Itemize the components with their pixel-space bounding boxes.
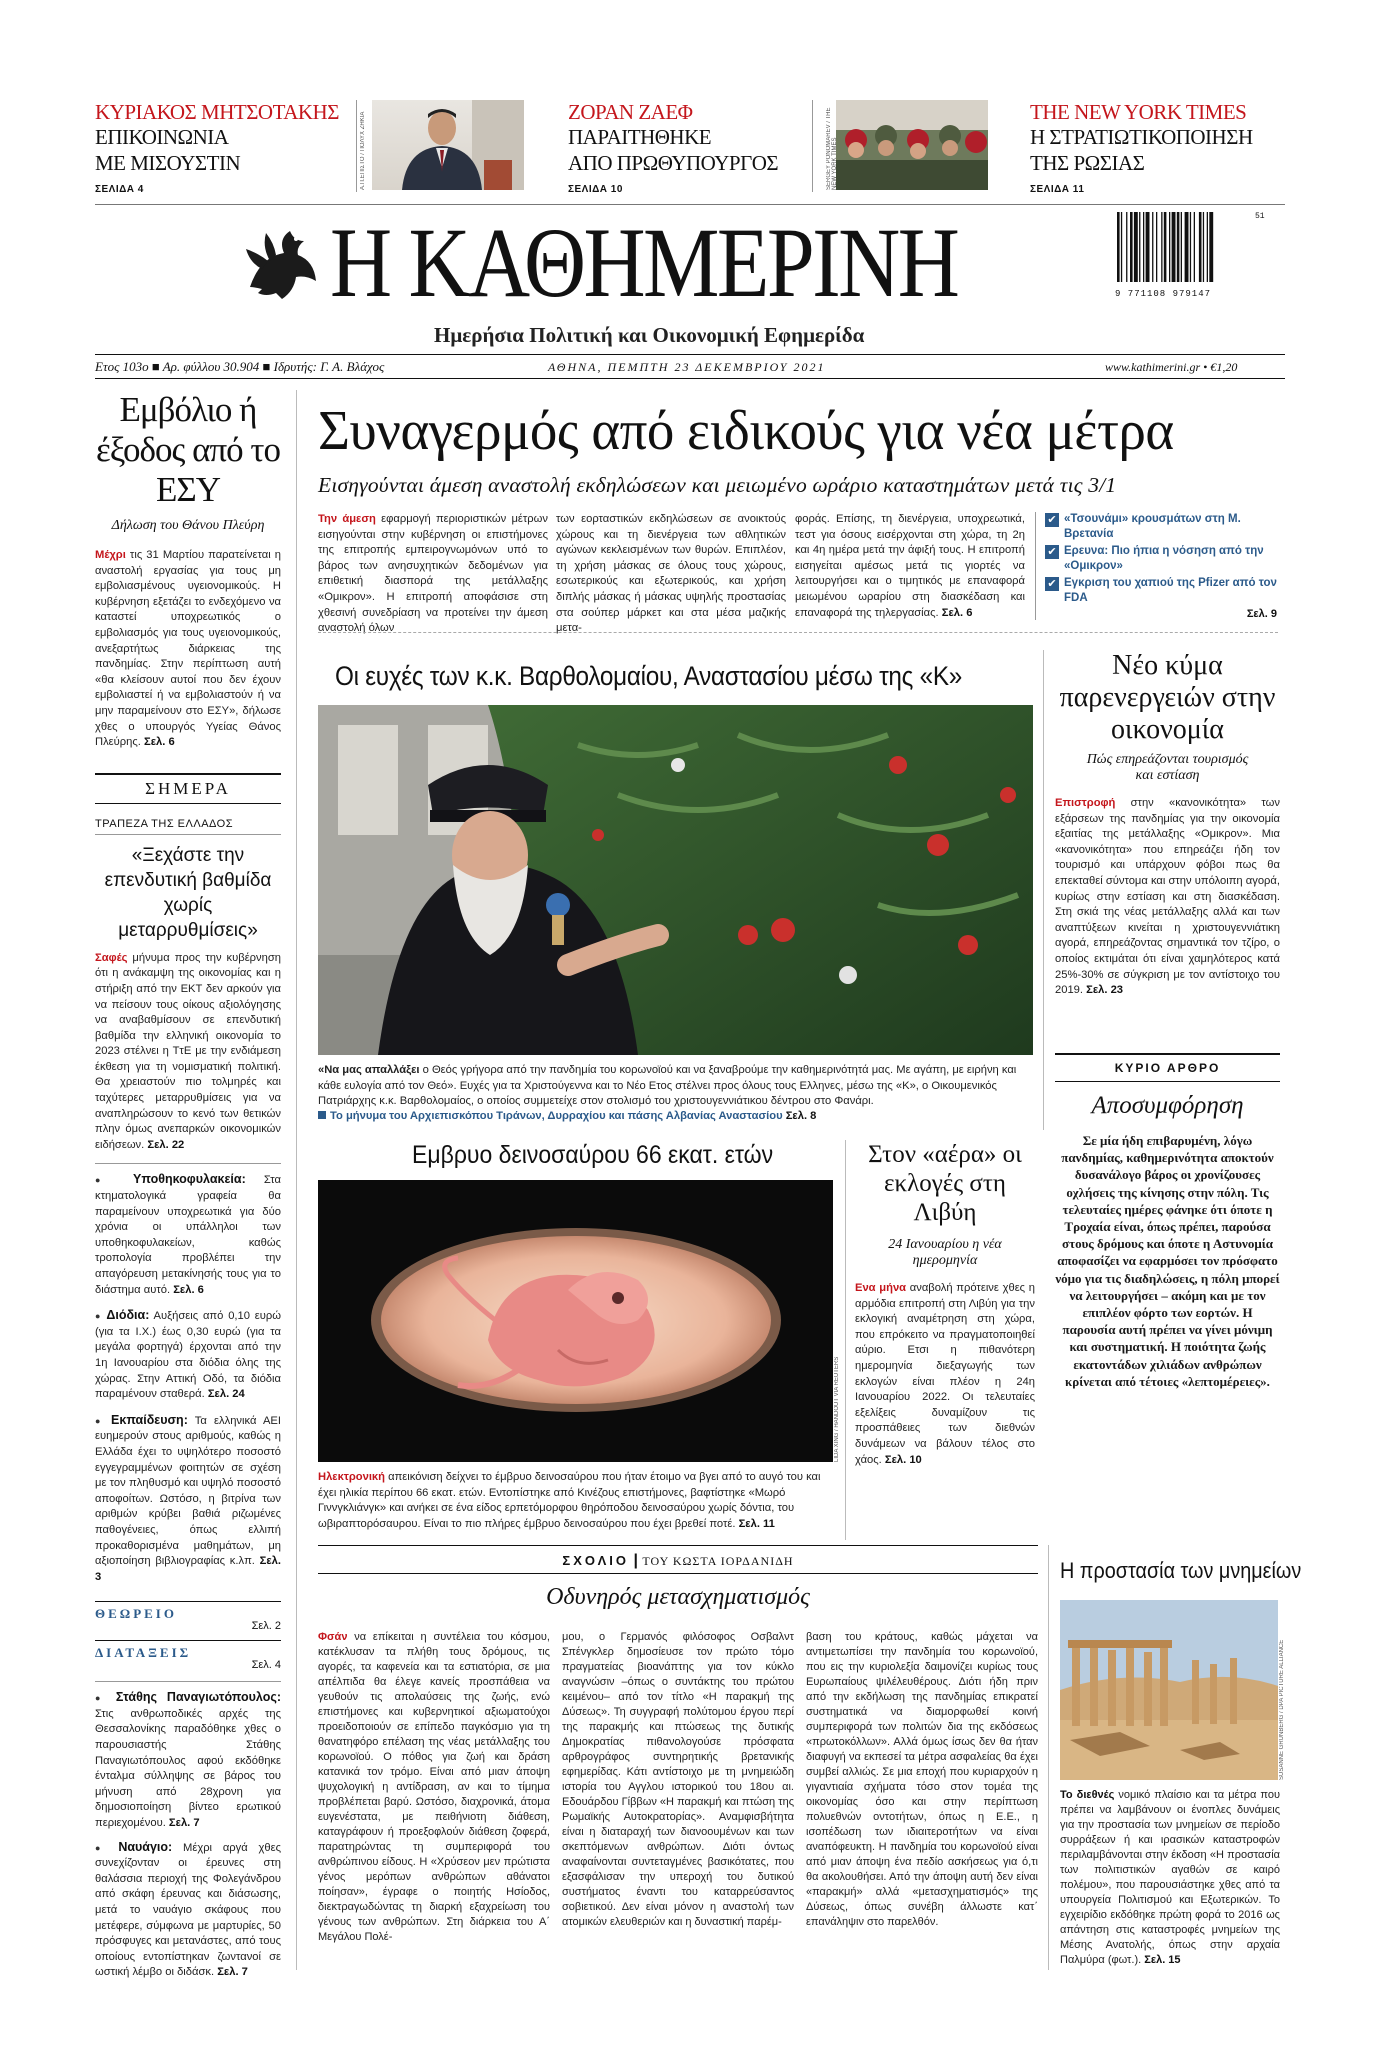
square-bullet-icon (318, 1111, 326, 1119)
left-byline: Δήλωση του Θάνου Πλεύρη (111, 518, 265, 533)
griffin-logo-icon (240, 225, 328, 313)
main-article-col3 (795, 512, 1025, 621)
brief-text: Στις ανθρωποδικές αρχές της Θεσσαλονίκης παραδόθηκε χθες ο παρουσιαστής Στάθης Παναγιωτόπουλος αφού εκδόθηκε ένταλμα σύλληψης σε βάρος του μήνυση από 28χρονη για δημοσιοποίηση βίντεο ερωτικού περιεχομένου. (95, 1707, 281, 1830)
article-text: νομικό πλαίσιο και τα μέτρα που πρέπει να λαμβάνουν οι ένοπλες δυνάμεις για την προστασία των μνημείων σε περίοδο συρράξεων ή και ιρασικών καταστροφών περιλαμβάνονται στην έκδοση «Η προστασία των πολιτιστικών αγαθών σε καιρό πολέμου», που παρουσιάστηκε χθες από τα υπουργεία Πολιτισμού και Εξωτερικών. Το εγχειρίδιο εκδόθηκε πρώτη φορά το 2016 ως απάντηση στις καταστροφές μνημείων της Μέσης Ανατολής, όπως στην αρχαία Παλμύρα (φωτ.). (1060, 1789, 1280, 1966)
barcode (1115, 212, 1265, 300)
article-text: τις 31 Μαρτίου παρατείνεται η αναστολή εργασίας για τους μη εμβολιασμένους υγειονομικούς. Η κυβέρνηση εξετάζει το ενδεχόμενο να καταστεί υποχρεωτικός ο εμβολιασμός για τους υγειονομικούς, ανεξαρτήτως διάρκειας της πανδημίας. Στην περίπτωση αυτή «θα κλείσουν αυτοί που δεν έχουν εμβολιαστεί ή να εμβολιαστούν ή να μην παραμείνουν στο ΕΣΥ», δήλωσε χθες ο υπουργός Υγείας Θάνος Πλεύρης. (95, 549, 281, 749)
page-ref: Σελ. 8 (785, 1110, 817, 1122)
barcode-bar (1194, 212, 1195, 282)
teaser-photo-zaev (372, 100, 524, 190)
page-ref[interactable]: Σελ. 11 (738, 1517, 775, 1530)
article-text: φοράς. Επίσης, τη διενέργεια, υποχρεωτικά, τεστ για όσους εισέρχονται στη χώρα, τη 2η και 4η ημέρα μετά την άφιξή τους. Η επιτροπή εισηγείται αμέσως μετά τις γιορτές να λειτουργήσει και ο τιμητικός με επαναφορά μειωμένου ωραρίου στη διασκέδαση και επαναφορά της τηλεργασίας. (795, 513, 1025, 619)
article-text: αναβολή πρότεινε χθες η αρμόδια επιτροπή στη Λιβύη για την εκλογική αναμέτρηση στη χώρα, που επρόκειτο να πραγματοποιηθεί αύριο. Ετσι η πιθανότερη ημερομηνία διεξαγωγής των εκλογών είναι πλέον η 24η Ιανουαρίου 2022. Οι τελευταίες εξελίξεις δυναμίζουν τις προσπάθειες των διεθνών δυνάμεων να βάλουν τέλος στο χάος. (855, 1282, 1035, 1466)
teaser-page: ΣΕΛΙΔΑ 11 (1030, 184, 1085, 195)
brief-item (95, 1690, 281, 1831)
dino-photo (318, 1180, 833, 1462)
brief-item (95, 1172, 281, 1298)
left-article (95, 548, 281, 751)
libya-headline[interactable]: Στον «αέρα» οι εκλογές στη Λιβύη (868, 1141, 1022, 1226)
barcode-bar (1169, 212, 1170, 282)
editorial-label: ΚΥΡΙΟ ΑΡΘΡΟ (1114, 1061, 1221, 1075)
anastasios-ref[interactable] (318, 1110, 1033, 1122)
check-text: «Τσουνάμι» κρουσμάτων στη Μ. Βρετανία (1064, 513, 1241, 540)
barcode-bar (1190, 212, 1191, 282)
monuments-headline[interactable]: Η προστασία των μνημείων (1060, 1558, 1302, 1583)
comment-title[interactable]: Οδυνηρός μετασχηματισμός (546, 1584, 810, 1610)
barcode-bar (1172, 212, 1176, 282)
dino-caption (318, 1470, 833, 1532)
page-ref: Σελ. 4 (251, 1659, 281, 1672)
check-text: Εγκριση του χαπιού της Pfizer από τον FDA (1064, 577, 1277, 604)
barcode-bar (1143, 212, 1144, 282)
page-ref[interactable]: Σελ. 10 (884, 1453, 922, 1466)
brief-item (95, 1413, 281, 1586)
barcode-issue: 51 (1255, 212, 1265, 221)
page-ref[interactable]: Σελ. 3 (95, 1555, 281, 1583)
economy-subhead: Πώς επηρεάζονται τουρισμός και εστίαση (1086, 752, 1249, 783)
left-headline[interactable]: Εμβόλιο ή έξοδος από το ΕΣΥ (96, 390, 280, 509)
page-ref[interactable]: Σελ. 6 (941, 606, 973, 619)
editorial-label-bar (1055, 1053, 1280, 1082)
check-item[interactable] (1045, 512, 1277, 542)
editorial-text: Σε μία ήδη επιβαρυμένη, λόγω πανδημίας, καθημερινότητα αποκτούν δυσανάλογο βάρος οι χρονίζουσες οχλήσεις της κίνησης στην πόλη. Τις τελευταίες ημέρες φάνηκε ότι όποτε η Τροχαία είναι, όπως πρέπει, παρούσα στους δρόμους και όποτε η Αστυνομία αποφασίζει να εφαρμόσει τον πρόσφατο νόμο για τις διαδηλώσεις, η πόλη μπορεί να λειτουργήσει – ακόμη και με τον επιπλέον φόρτο των εορτών. Η παρουσία αυτή πρέπει να γίνει μόνιμη και συστηματική. Η ποιότητα ζωής εκατοντάδων χιλιάδων ανθρώπων κρίνεται από τέτοιες «λεπτομέρειες». (1055, 1133, 1280, 1389)
issue-date: ΑΘΗΝΑ, ΠΕΜΠΤΗ 23 ΔΕΚΕΜΒΡΙΟΥ 2021 (548, 360, 826, 374)
lead-word: Σαφές (95, 951, 128, 964)
editorial-title[interactable]: Αποσυμφόρηση (1091, 1092, 1244, 1119)
check-item[interactable] (1045, 576, 1277, 606)
main-article-col2: των εορταστικών εκδηλώσεων σε ανοικτούς χώρους και τη διενέργεια των αθλητικών αγώνων κεκλεισμένων των θυρών. Επιπλέον, τη χρήση μάσκας σε όλους τους χώρους, εσωτερικούς και εξωτερικούς, και χρήση διπλής μάσκας ή μάσκας υψηλής προστασίας στα σούπερ μάρκετ και στα μέσα μαζικής μετα- (556, 513, 786, 635)
brief-text: Μέχρι αργά χθες συνεχίζονταν οι έρευνες στη θαλάσσια περιοχή της Φολεγάνδρου από σκάφη έρευνας και διάσωσης, μετά το ναυάγιο σκάφους που μετέφερε, σύμφωνα με μαρτυρίες, 50 πρόσφυγες και μετανάστες, από τους οποίους εντοπίστηκαν ζωντανοί σε ωστική λέμβο οι διδάσκ. (95, 1841, 281, 1979)
today-label: ΣΗΜΕΡΑ (145, 778, 231, 798)
teaser-subtitle: ΠΑΡΑΙΤΗΘΗΚΕ (568, 125, 712, 149)
monuments-text (1060, 1788, 1280, 1968)
caption-text: ο Θεός γρήγορα από την πανδημία του κορωνοϊού και να ξαναβρούμε την καθημερινότητά μας. Με αγάπη, με ειρήνη και κάθε ευλογία από τον Θεό». Ευχές για τα Χριστούγεννα και το Νέο Ετος στέλνει προς όλους τους Ελληνες, μέσω της «Κ», ο Οικουμενικός Πατριάρχης κ.κ. Βαρθολομαίος, ο οποίος συμμετείχε στον στολισμό του χριστουγεννιάτικου δέντρου στο Φανάρι. (318, 1064, 1017, 1108)
checkmark-icon: ✔ (1045, 577, 1059, 591)
page-ref[interactable]: Σελ. 24 (207, 1388, 245, 1401)
today-box (95, 773, 281, 804)
separator: | (633, 1552, 643, 1569)
comment-label-row (318, 1552, 1038, 1570)
issue-info: Ετος 103ο ■ Αρ. φύλλου 30.904 ■ Ιδρυτής: Γ. Α. Βλάχος (95, 359, 385, 374)
barcode-bar (1146, 212, 1150, 282)
barcode-bar (1203, 212, 1204, 282)
libya-article (855, 1140, 1035, 1468)
teaser-title: ΖΟΡΑΝ ΖΑΕΦ (568, 100, 693, 124)
main-headline[interactable]: Συναγερμός από ειδικούς για νέα μέτρα (318, 400, 1174, 462)
caption-lead: Ηλεκτρονική (318, 1471, 385, 1483)
article-text: να επίκειται η συντέλεια του κόσμου, κατέκλυσαν τα πλήθη τους δρόμους, τις αγορές, τα καφενεία και τα εστιατόρια, σε μια απέλπιδα θα έλεγε κανείς προσπάθεια να γευθούν τις απολαύσεις της ζωής, ενώ επιστήμονες και κυβερνητικοί αξιωματούχοι προειδοποιούν σε επίπεδο παγκόσμιο για τη θανατηφόρο επέλαση της νέας μετάλλαξης του κορωνοϊού. Ο πόθος για ζωή και δράση κατανικά τον τρόμο. Είναι από μιαν άποψη ψυχολογική η αντίδραση, αν και το τίμημα προβλέπεται βαρύ. Ωστόσο, διαχρονικά, άτομα ευγενέστατα, με πειθήνιοτη διάθεση, καταγράφουν ή προεξοφλούν διάθεση ζοφερά, παρατηρώντας τη συμπεριφορά του ανθρώπινου είδους. Η «Χρύσεον μεν πρώτιστα γένος μερόπων ανθρώπων αθάνατοι ποίησαν», έγραφε ο ποιητής Ησίοδος, διεκτραγωδώντας τη διαρκή εξαχρείωση του γένους των ανθρώπων. Στη διάρκεια του Α΄ Μεγάλου Πολέ- (318, 1631, 550, 1943)
barcode-bar (1134, 212, 1138, 282)
comment-label: ΣΧΟΛΙΟ (562, 1553, 630, 1568)
patriarch-headline[interactable]: Οι ευχές των κ.κ. Βαρθολομαίου, Αναστασίου μέσω της «Κ» (335, 661, 963, 691)
photo-credit: SUSANNE GRUNBERG / DPA PICTURE ALLIANCE (1279, 1639, 1285, 1780)
libya-text (855, 1281, 1035, 1468)
lead-word: Επιστροφή (1055, 797, 1116, 809)
lead-word: Φσάν (318, 1631, 348, 1643)
photo-credit: SERGEY PONOMAREV / THE NEW YORK TIMES (826, 107, 838, 190)
patriarch-photo (318, 705, 1033, 1055)
barcode-bar (1126, 212, 1127, 282)
related-checklist (1045, 512, 1277, 620)
page-ref[interactable]: Σελ. 23 (1086, 984, 1124, 997)
theorio-label: ΘΕΩΡΕΙΟ (95, 1606, 177, 1622)
barcode-bar (1181, 212, 1182, 282)
brief-title: Εκπαίδευση: (111, 1412, 188, 1427)
bank-headline[interactable]: «Ξεχάστε την επενδυτική βαθμίδα χωρίς μεταρρυθμίσεις» (104, 844, 272, 941)
economy-text (1055, 796, 1280, 999)
teaser-subtitle: ΕΠΙΚΟΙΝΩΝΙΑ (95, 125, 229, 149)
teaser-mitsotakis[interactable] (95, 100, 345, 195)
checkmark-icon: ✔ (1045, 513, 1059, 527)
page-ref[interactable]: Σελ. 9 (1246, 608, 1277, 620)
photo-credit: LIDA XING / HANDOUT VIA REUTERS (834, 1356, 840, 1462)
masthead-tagline: Ημερήσια Πολιτική και Οικονομική Εφημερίδα (434, 323, 865, 347)
barcode-bar (1207, 212, 1208, 282)
brief-title: Ναυάγιο: (118, 1839, 173, 1854)
barcode-bar (1199, 212, 1202, 282)
main-subhead: Εισηγούνται άμεση αναστολή εκδηλώσεων και μειωμένο ωράριο καταστημάτων μετά τις 3/1 (318, 473, 1117, 497)
bank-article (95, 951, 281, 1154)
right-economy-article (1055, 650, 1280, 999)
barcode-number: 9 771108 979147 (1115, 289, 1212, 299)
barcode-bar (1130, 212, 1133, 282)
teaser-page: ΣΕΛΙΔΑ 10 (568, 184, 623, 195)
diataxeis-label: ΔΙΑΤΑΞΕΙΣ (95, 1645, 192, 1661)
teaser-subtitle: Η ΣΤΡΑΤΙΩΤΙΚΟΠΟΙΗΣΗ (1030, 125, 1253, 149)
caption-lead: «Να μας απαλλάξει (318, 1064, 420, 1076)
page-ref[interactable]: Σελ. 15 (1144, 1954, 1181, 1966)
barcode-bar (1121, 212, 1122, 282)
teaser-subtitle: ΤΗΣ ΡΩΣΙΑΣ (1030, 151, 1145, 175)
brief-title: Στάθης Παναγιωτόπουλος: (115, 1690, 281, 1705)
checkmark-icon: ✔ (1045, 545, 1059, 559)
lead-word: Ενα μήνα (855, 1282, 907, 1294)
teaser-title: ΚΥΡΙΑΚΟΣ ΜΗΤΣΟΤΑΚΗΣ (95, 100, 339, 124)
lead-word: Το διεθνές (1060, 1789, 1115, 1801)
comment-col1 (318, 1630, 550, 1945)
check-item[interactable] (1045, 544, 1277, 574)
barcode-bar (1156, 212, 1157, 282)
comment-col3: βαση του κράτους, καθώς μάχεται να αντιμετωπίσει την πανδημία του κορωνοϊού, που εις την κυριολεξία δαιμονίζει κυρίως τους Ευρωπαίους ψιλέλευθέρους. Διότι ήδη πριν από την εκδήλωση της πανδημίας επικρατεί συστηματικά να διαμορφωθεί κοινή συμπεριφορά των πολιτών δια της εκδόσεως «πρωτοκόλλων». Αλλά όμως ίσως δεν θα ήταν διαφυγή να εκπεσεί τα μέτρα ασφαλείας θα έχει συμβεί αλλιώς. Σε μια εποχή που κυριαρχούν η γιγαντιαία σχήματα τόσο στον τομέα της οικονομίας όσο και στην περίπτωση πολυεθνών οντοτήτων, όπως η Ε.Ε., η ισοπέδωση των ιδιαιτεροτήτων να είναι αναπόφευκτη. Η πανδημία του κορωνοϊού είναι από μιαν άποψη ένα πεδίο ασκήσεως για ό,τι θα ακολουθήσει. Από την άποψη αυτή δεν είναι «παρακμή» αλλά «μετασχηματισμός» της Δύσεως, όπως συνέβη άλλωστε κατ΄ επανάληψιν στο παρελθόν. (806, 1631, 1038, 1928)
teaser-page: ΣΕΛΙΔΑ 4 (95, 184, 144, 195)
teaser-zaev[interactable] (568, 100, 808, 195)
lead-word: Την άμεση (318, 513, 376, 525)
article-text: στην «κανονικότητα» των εξάρσεων της πανδημίας για την οικονομία εξαιτίας της μετάλλαξης «Ομικρον». Μια «κανονικότητα» που επηρεάζει ήδη τον τουρισμό και υπάρχουν φόβοι πως θα επεκταθεί σύντομα και στην υπόλοιπη αγορά, κυρίως στην εστίαση και στη διασκέδαση. Στη σκιά της νέας μετάλλαξης αλλά και των αναπτύξεων κινείται η χριστουγεννιάτικη αγορά, επηρεάζοντας σημαντικά τον τζίρο, ο οποίος εκτιμάται ότι είναι χαμηλότερος κατά 25%-30% σε σύγκριση με τον αντίστοιχο του 2019. (1055, 797, 1280, 997)
barcode-bar (1185, 212, 1189, 282)
barcode-bar (1164, 212, 1167, 282)
diataxeis-row[interactable] (95, 1640, 281, 1671)
page-ref: Σελ. 2 (251, 1620, 281, 1633)
barcode-bar (1209, 212, 1213, 282)
page-ref[interactable]: Σελ. 6 (173, 1283, 204, 1296)
page-ref[interactable]: Σελ. 7 (217, 1966, 248, 1979)
masthead-title: Η ΚΑΘΗΜΕΡΙΝΗ (330, 207, 958, 318)
teaser-photo-russia (836, 100, 988, 190)
main-article-col1 (318, 512, 548, 637)
photo-credit: Α.Π.ΕΠΙΣΤΟ / ΠΟΛΥΧ ΖΗΚΙΑ (360, 111, 366, 190)
comment-author: ΤΟΥ ΚΩΣΤΑ ΙΟΡΔΑΝΙΔΗ (642, 1554, 794, 1568)
barcode-bar (1139, 212, 1140, 282)
teaser-nyt[interactable] (1030, 100, 1290, 195)
page-ref[interactable]: Σελ. 6 (143, 736, 175, 749)
teaser-subtitle: ΜΕ ΜΙΣΟΥΣΤΙΝ (95, 151, 241, 175)
brief-title: Διόδια: (106, 1308, 150, 1323)
brief-text: Τα ελληνικά ΑΕΙ ευημερούν στους αριθμούς, καθώς η Ελλάδα έχει το υψηλότερο ποσοστό εγγεγραμμένων φοιτητών σε σχέση με τον πληθυσμό και υψηλό ποσοστό αποφοίτων. Ωστόσο, η βιτρίνα των αριθμών κρύβει βαθιά ριζωμένες παθογένειες, όπως ελλιπή προκαθορισμένα μαθημάτων, μη αξιοποίηση βιβλιογραφίας κ.λπ. (95, 1414, 281, 1568)
lead-word: Μέχρι (95, 549, 126, 561)
teaser-subtitle: ΑΠΟ ΠΡΩΘΥΠΟΥΡΓΟΣ (568, 151, 779, 175)
website-price[interactable]: www.kathimerini.gr • €1,20 (1105, 360, 1238, 374)
barcode-bar (1177, 212, 1180, 282)
economy-headline[interactable]: Νέο κύμα παρενεργειών στην οικονομία (1059, 650, 1276, 745)
check-text: Ερευνα: Πιο ήπια η νόσηση από την «Ομικρον» (1064, 545, 1264, 572)
theorio-row[interactable] (95, 1601, 281, 1632)
brief-text: Στα κτηματολογικά γραφεία θα παραμείνουν υποχρεωτικά για δύο χρόνια οι υπάλληλοι των υποθηκοφυλακείων, καθώς τροπολογία προβλέπει την απαγόρευση μετακίνησής τους για το διάστημα αυτό. (95, 1174, 281, 1296)
left-column (95, 390, 281, 1985)
ref-text: Το μήνυμα του Αρχιεπισκόπου Τιράνων, Δυρραχίου και πάσης Αλβανίας Αναστασίου (330, 1110, 783, 1122)
palmyra-photo (1060, 1600, 1278, 1780)
brief-item (95, 1840, 281, 1981)
brief-item (95, 1308, 281, 1403)
page-ref[interactable]: Σελ. 22 (147, 1138, 185, 1151)
bank-label: ΤΡΑΠΕΖΑ ΤΗΣ ΕΛΛΑΔΟΣ (95, 818, 281, 835)
article-text: μήνυμα προς την κυβέρνηση ότι η ανάκαμψη της οικονομίας και η στήριξη από την ΕΚΤ δεν αρκούν για να πείσουν τους οίκους αξιολόγησης να αναβαθμίσουν σε επενδυτική βαθμίδα την ελληνική οικονομία το 2023 στέλνει η ΤτΕ με την ενδιάμεση έκθεση για τη νομισματική πολιτική. Θα χρειαστούν πιο τολμηρές και ταχύτερες μεταρρυθμίσεις για να αναπληρώσουν το κενό των θετικών πλην όμως ανεπαρκών οικονομικών ειδήσεων. (95, 951, 281, 1151)
teaser-title: THE NEW YORK TIMES (1030, 100, 1247, 124)
barcode-bar (1161, 212, 1162, 282)
page-ref[interactable]: Σελ. 7 (168, 1817, 200, 1830)
brief-title: Υποθηκοφυλακεία: (133, 1172, 246, 1187)
dino-headline[interactable]: Εμβρυο δεινοσαύρου 66 εκατ. ετών (412, 1141, 774, 1169)
brief-text: Αυξήσεις από 0,10 ευρώ (για τα Ι.Χ.) έως 0,30 ευρώ (για τα μεγάλα φορτηγά) έρχονται από την 1η Ιανουαρίου στα διόδια όλης της χώρας. Στην Αττική Οδό, τα διόδια παραμένουν σταθερά. (95, 1310, 281, 1401)
libya-subhead: 24 Ιανουαρίου η νέα ημερομηνία (888, 1237, 1002, 1268)
comment-col2: μου, ο Γερμανός φιλόσοφος Οσβαλντ Σπένγκλερ δημοσίευσε τον πρώτο τόμο πραγματείας βιοανάπτης για τον κύκλο αναγνώσιν –όπως ο συντάκτης του πρώτου κειμένου– από τον τίτλο «Η παρακμή της Δύσεως». Τη συγγραφή πολύτομου έργου περί της παρακμής και πτώσεως της δυτικής Δημοκρατίας πιθανολογούσε πρόσφατα αρθρογράφος συντηρητικής βρετανικής εφημερίδας. Κάτι αντίστοιχο με τη μνημειώδη ιστορία του Αγγλου ιστορικού του 18ου αι. Εδουάρδου Γίββων «Η παρακμή και πτώση της Ρωμαϊκής Αυτοκρατορίας». Αναμφισβήτητα είναι η διαταραχή των διανοουμένων και των σκεπτόμενων ανθρώπων. Διότι όντως αναφαίνονται συντεταγμένες βασικότατες, που εξασφάλισαν την υπεροχή του δυτικού συστήματος έναντι του καταρρεύσαντος σοβιετικού. Δεν είναι μόνον η αναστολή των ατομικών ελευθεριών και η δυναστική παρέμ- (562, 1631, 794, 1928)
patriarch-caption (318, 1063, 1033, 1110)
caption-text: απεικόνιση δείχνει το έμβρυο δεινοσαύρου που ήταν έτοιμο να βγει από το αυγό του και έχει ηλικία περίπου 66 εκατ. ετών. Εντοπίστηκε από Κινέζους επιστήμονες, βαφτίστηκε «Μωρό Γιννγκλιάνγκ» και ανήκει σε ένα είδος ερπετόμορφου θηρόποδου δεινοσαύρου χωρίς δόντια, του ωβιραπτορόσαυρου. Είναι το πιο πλήρες έμβρυο δεινοσαύρου που έχει βρεθεί ποτέ. (318, 1471, 821, 1530)
barcode-bar (1117, 212, 1120, 282)
editorial-box (1055, 1053, 1280, 1390)
barcode-bar (1152, 212, 1153, 282)
article-text: εφαρμογή περιοριστικών μέτρων εισηγούνται στην κυβέρνηση οι επιστήμονες της επιτροπής εμπειρογνωμόνων υπό το βάρος των ανησυχητικών δεδομένων για επιθετική διασπορά της μετάλλαξης «Ομικρον». Η επιτροπή αποφάσισε στη χθεσινή συνεδρίαση να προτείνει την άμεση αναστολή όλων (318, 513, 549, 635)
